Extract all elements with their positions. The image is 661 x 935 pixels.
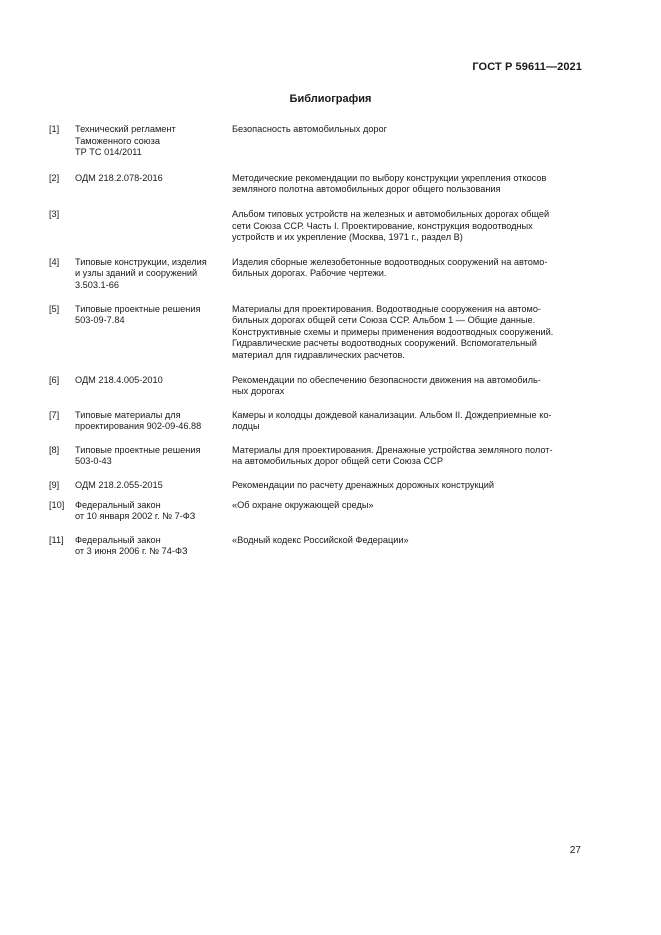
- bibliography-entry: [49, 445, 580, 468]
- entry-description: Материалы для проектирования. Дренажные устройства земляного полот- на автомобильных дорог общей сети Союза ССР: [232, 444, 553, 467]
- bibliography-entry: [49, 480, 580, 492]
- bibliography-entry: [49, 124, 580, 159]
- entry-number: [2]: [49, 172, 60, 183]
- entry-number: [4]: [49, 256, 60, 267]
- entry-source: Федеральный закон от 3 июня 2006 г. № 74-ФЗ: [75, 534, 188, 557]
- entry-description: Методические рекомендации по выбору конструкции укрепления откосов земляного полотна автомобильных дорог общего пользования: [232, 172, 547, 195]
- entry-number: [3]: [49, 208, 60, 219]
- entry-number: [9]: [49, 480, 60, 491]
- entry-description: Безопасность автомобильных дорог: [232, 124, 387, 134]
- entry-source: Типовые проектные решения 503-0-43: [75, 444, 201, 467]
- entry-source: Типовые проектные решения 503-09-7.84: [75, 303, 201, 326]
- bibliography-entry: [49, 209, 580, 244]
- entry-source: ОДМ 218.2.055-2015: [75, 480, 163, 491]
- entry-number: [5]: [49, 303, 60, 314]
- entry-description: «Об охране окружающей среды»: [232, 499, 374, 510]
- bibliography-entry: [49, 375, 580, 398]
- entry-number: [1]: [49, 124, 60, 134]
- entry-source: [75, 209, 232, 244]
- document-code: ГОСТ Р 59611—2021: [472, 61, 582, 73]
- page-title: Библиография: [289, 93, 372, 105]
- entry-description: Материалы для проектирования. Водоотводные сооружения на автомо- бильных дорогах общей сети Союза ССР. Альбом 1 — Общие данные. Конструктивные схемы и примеры применения водоотводных сооружений. Гидравлические расчеты водоотводных сооружений. Вспомогательный материал для гидравлических расчетов.: [232, 303, 554, 360]
- bibliography-entry: [49, 535, 580, 558]
- bibliography-entry: [49, 410, 580, 433]
- entry-description: Рекомендации по расчету дренажных дорожных конструкций: [232, 480, 495, 491]
- entry-source: Типовые материалы для проектирования 902-09-46.88: [75, 409, 202, 432]
- entry-description: Камеры и колодцы дождевой канализации. Альбом II. Дождеприемные ко- лодцы: [232, 409, 552, 432]
- bibliography-entry: [49, 304, 580, 362]
- entry-source: Технический регламент Таможенного союза ТР ТС 014/2011: [75, 124, 176, 158]
- entry-source: Федеральный закон от 10 января 2002 г. № 7-ФЗ: [75, 499, 196, 522]
- entry-number: [11]: [49, 534, 64, 545]
- entry-description: «Водный кодекс Российской Федерации»: [232, 534, 409, 545]
- entry-number: [6]: [49, 374, 60, 385]
- bibliography-list: [49, 124, 580, 558]
- page-number: 27: [569, 845, 581, 856]
- entry-source: ОДМ 218.2.078-2016: [75, 172, 163, 183]
- entry-number: [7]: [49, 409, 60, 420]
- entry-number: [10]: [49, 499, 65, 510]
- bibliography-entry: [49, 173, 580, 196]
- entry-description: Рекомендации по обеспечению безопасности движения на автомобиль- ных дорогах: [232, 374, 541, 397]
- bibliography-entry: [49, 257, 580, 292]
- bibliography-entry: [49, 500, 580, 523]
- entry-description: Изделия сборные железобетонные водоотводных сооружений на автомо- бильных дорогах. Рабочие чертежи.: [232, 256, 548, 279]
- entry-source: ОДМ 218.4.005-2010: [75, 374, 163, 385]
- entry-source: Типовые конструкции, изделия и узлы зданий и сооружений 3.503.1-66: [75, 256, 207, 290]
- entry-number: [8]: [49, 444, 60, 455]
- entry-description: Альбом типовых устройств на железных и автомобильных дорогах общей сети Союза ССР. Часть I. Проектирование, конструкция водоотводных устройств и их укрепление (Москва, 1971 г., раздел В): [232, 208, 550, 243]
